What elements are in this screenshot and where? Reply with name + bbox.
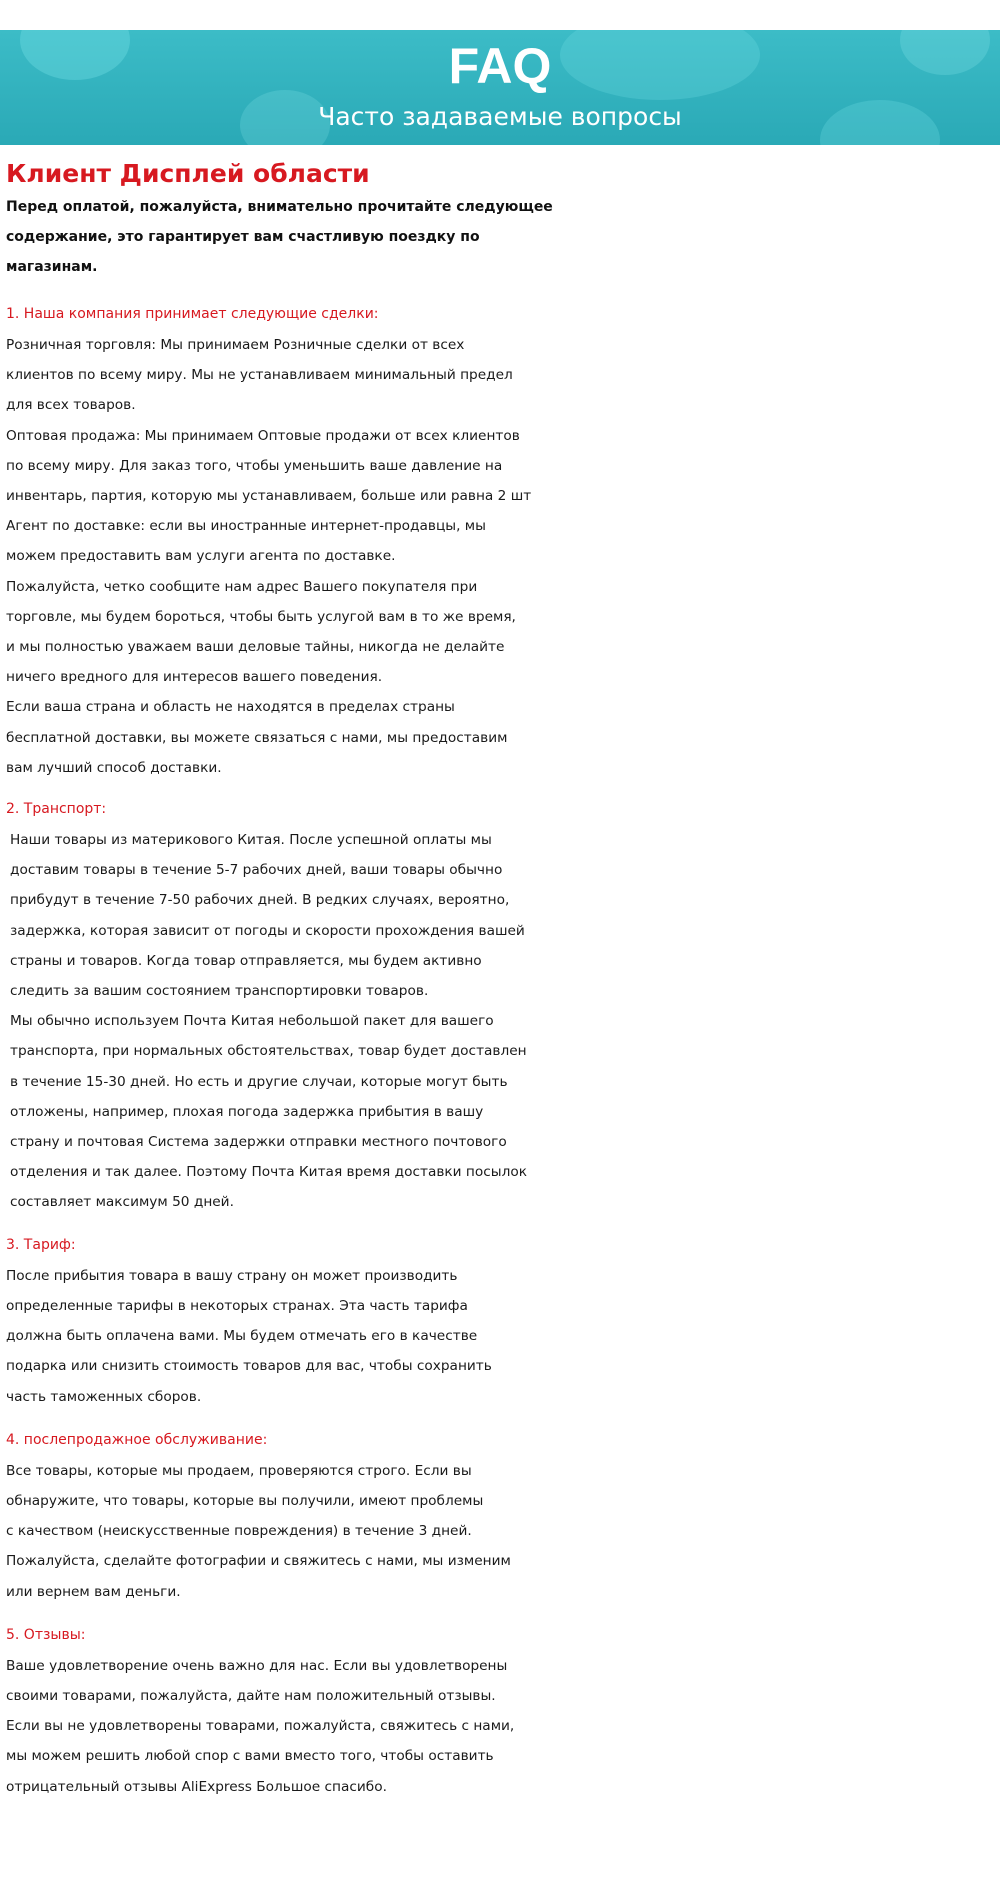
section-body-after-sales <box>6 1456 998 1607</box>
paragraph-line: Все товары, которые мы продаем, проверяются строго. Если вы <box>6 1462 472 1479</box>
paragraph-line: обнаружите, что товары, которые вы получили, имеют проблемы <box>6 1492 484 1509</box>
paragraph-line: бесплатной доставки, вы можете связаться с нами, мы предоставим <box>6 729 508 746</box>
section-body-feedback <box>6 1651 998 1802</box>
paragraph-line: можем предоставить вам услуги агента по доставке. <box>6 548 396 565</box>
paragraph-line: Наши товары из материкового Китая. После успешной оплаты мы <box>10 832 492 849</box>
paragraph-line: должна быть оплачена вами. Мы будем отмечать его в качестве <box>6 1328 478 1345</box>
paragraph-line: Если вы не удовлетворены товарами, пожалуйста, свяжитесь с нами, <box>6 1718 515 1735</box>
paragraph-line: торговле, мы будем бороться, чтобы быть услугой вам в то же время, <box>6 608 516 625</box>
section-heading-feedback: 5. Отзывы: <box>6 1626 86 1643</box>
paragraph-line: доставим товары в течение 5-7 рабочих дней, ваши товары обычно <box>10 862 503 879</box>
paragraph-line: мы можем решить любой спор с вами вместо того, чтобы оставить <box>6 1748 494 1765</box>
paragraph-line: Ваше удовлетворение очень важно для нас. Если вы удовлетворены <box>6 1657 508 1674</box>
intro-line: магазинам. <box>6 259 98 275</box>
faq-banner <box>0 30 1000 145</box>
paragraph-line: с качеством (неискусственные повреждения) в течение 3 дней. <box>6 1523 472 1540</box>
section-heading-transport: 2. Транспорт: <box>6 801 107 818</box>
paragraph-line: подарка или снизить стоимость товаров для вас, чтобы сохранить <box>6 1358 492 1375</box>
intro-line: Перед оплатой, пожалуйста, внимательно прочитайте следующее <box>6 199 553 215</box>
section-heading-deals: 1. Наша компания принимает следующие сделки: <box>6 306 379 322</box>
paragraph-line: клиентов по всему миру. Мы не устанавливаем минимальный предел <box>6 367 513 384</box>
intro-text <box>6 192 998 282</box>
paragraph-line: определенные тарифы в некоторых странах. Эта часть тарифа <box>6 1297 468 1314</box>
paragraph-line: Если ваша страна и область не находятся в пределах страны <box>6 699 455 716</box>
paragraph-line: страны и товаров. Когда товар отправляется, мы будем активно <box>10 952 482 969</box>
section-body-tariff <box>6 1261 998 1412</box>
section-body-transport <box>6 825 998 1218</box>
paragraph-line: После прибытия товара в вашу страну он может производить <box>6 1267 458 1284</box>
section-heading-after-sales: 4. послепродажное обслуживание: <box>6 1431 268 1448</box>
paragraph-line: отложены, например, плохая погода задержка прибытия в вашу <box>10 1103 484 1120</box>
paragraph-line: Пожалуйста, сделайте фотографии и свяжитесь с нами, мы изменим <box>6 1553 511 1570</box>
paragraph-line: своими товарами, пожалуйста, дайте нам положительный отзывы. <box>6 1687 496 1704</box>
paragraph-line: или вернем вам деньги. <box>6 1583 181 1600</box>
paragraph-line: ничего вредного для интересов вашего поведения. <box>6 669 383 686</box>
paragraph-line: инвентарь, партия, которую мы устанавливаем, больше или равна 2 шт <box>6 488 532 505</box>
paragraph-line: страну и почтовая Система задержки отправки местного почтового <box>10 1134 507 1151</box>
paragraph-line: по всему миру. Для заказ того, чтобы уменьшить ваше давление на <box>6 457 503 474</box>
paragraph-line: задержка, которая зависит от погоды и скорости прохождения вашей <box>10 922 525 939</box>
paragraph-line: Пожалуйста, четко сообщите нам адрес Вашего покупателя при <box>6 578 478 595</box>
paragraph-line: отделения и так далее. Поэтому Почта Китая время доставки посылок <box>10 1164 527 1181</box>
faq-content <box>6 158 998 1802</box>
paragraph-line: часть таможенных сборов. <box>6 1388 202 1405</box>
paragraph-line: в течение 15-30 дней. Но есть и другие случаи, которые могут быть <box>10 1073 508 1090</box>
banner-subtitle: Часто задаваемые вопросы <box>318 102 682 131</box>
paragraph-line: Мы обычно используем Почта Китая небольшой пакет для вашего <box>10 1013 494 1030</box>
section-body-deals <box>6 330 998 783</box>
paragraph-line: вам лучший способ доставки. <box>6 759 222 776</box>
section-heading-tariff: 3. Тариф: <box>6 1236 76 1253</box>
paragraph-line: транспорта, при нормальных обстоятельствах, товар будет доставлен <box>10 1043 527 1060</box>
paragraph-line: для всех товаров. <box>6 397 136 414</box>
paragraph-line: Розничная торговля: Мы принимаем Розничные сделки от всех <box>6 337 465 353</box>
paragraph-line: следить за вашим состоянием транспортировки товаров. <box>10 983 429 1000</box>
intro-line: содержание, это гарантирует вам счастливую поездку по <box>6 229 480 245</box>
banner-title: FAQ <box>448 38 552 94</box>
intro-heading: Клиент Дисплей области <box>6 159 370 188</box>
paragraph-line: Оптовая продажа: Мы принимаем Оптовые продажи от всех клиентов <box>6 427 520 444</box>
paragraph-line: составляет максимум 50 дней. <box>10 1194 234 1211</box>
paragraph-line: отрицательный отзывы AliExpress Большое спасибо. <box>6 1778 387 1795</box>
paragraph-line: и мы полностью уважаем ваши деловые тайны, никогда не делайте <box>6 639 505 656</box>
paragraph-line: Агент по доставке: если вы иностранные интернет-продавцы, мы <box>6 518 486 535</box>
paragraph-line: прибудут в течение 7-50 рабочих дней. В редких случаях, вероятно, <box>10 892 510 909</box>
